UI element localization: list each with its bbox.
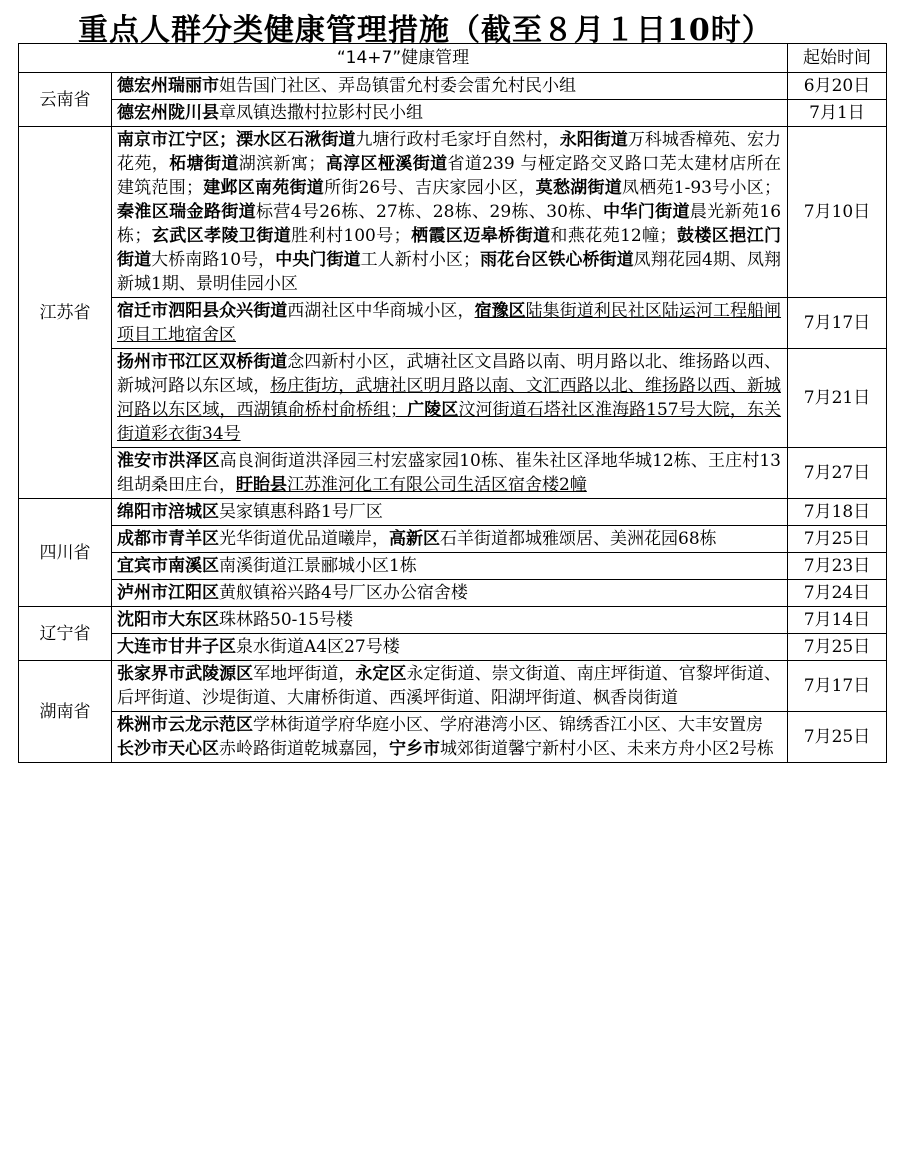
table-row (19, 298, 887, 349)
area-cell (112, 100, 788, 127)
area-region-name: 成都市青羊区 (117, 529, 219, 549)
table-row (19, 127, 887, 298)
area-cell (112, 580, 788, 607)
area-cell (112, 661, 788, 712)
area-region-name: 中华门街道 (603, 202, 690, 222)
area-region-name: 莫愁湖街道 (535, 178, 623, 198)
area-region-name: 宿豫区 (474, 301, 526, 321)
start-date-cell: 7月1日 (788, 100, 887, 127)
area-detail: 湖滨新寓； (238, 154, 326, 174)
area-detail: 黄舣镇裕兴路4号厂区办公宿舍楼 (219, 583, 468, 603)
table-row (19, 100, 887, 127)
area-region-name: 淮安市洪泽区 (117, 451, 220, 471)
start-date-cell: 7月27日 (788, 448, 887, 499)
area-detail: 大桥南路10号， (151, 250, 276, 270)
area-region-name: 永阳街道 (559, 130, 628, 150)
province-cell: 云南省 (19, 73, 112, 127)
table-row (19, 553, 887, 580)
start-date-cell: 7月21日 (788, 349, 887, 448)
area-detail: 汶河街道石塔社区淮海路157号大院，东关街道彩衣街34号 (117, 400, 782, 444)
area-region-name: 南京市江宁区；溧水区石湫街道 (117, 130, 356, 150)
area-detail: 和燕花苑12幢； (550, 226, 677, 246)
area-cell (112, 712, 788, 763)
table-row (19, 712, 887, 763)
start-date-cell: 7月25日 (788, 712, 887, 763)
page-title: 重点人群分类健康管理措施（截至８月１日10时） (78, 13, 773, 48)
start-date-cell: 7月25日 (788, 526, 887, 553)
area-region-name: 雨花台区铁心桥街道 (480, 250, 634, 270)
area-region-name: 大连市甘井子区 (117, 637, 236, 657)
table-row (19, 499, 887, 526)
area-region-name: 扬州市邗江区双桥街道 (117, 352, 288, 372)
area-detail: 陆集街道利民社区陆运河工程船闸项目工地宿舍区 (117, 301, 782, 345)
area-detail: 胜利村100号； (291, 226, 411, 246)
area-region-name: 绵阳市涪城区 (117, 502, 219, 522)
start-date-cell: 7月17日 (788, 298, 887, 349)
area-region-name: 高淳区桠溪街道 (325, 154, 448, 174)
area-region-name: 宿迁市泗阳县众兴街道 (117, 301, 288, 321)
area-region-name: 盱眙县 (236, 475, 287, 495)
start-date-cell: 7月25日 (788, 634, 887, 661)
area-detail: 标营4号26栋、27栋、28栋、29栋、30栋、 (255, 202, 604, 222)
area-detail: 西湖社区中华商城小区， (287, 301, 475, 321)
area-detail: 军地坪街道， (253, 664, 356, 684)
area-cell (112, 553, 788, 580)
table-row (19, 580, 887, 607)
area-cell (112, 607, 788, 634)
area-cell (112, 526, 788, 553)
area-region-name: 鼓楼区挹江门街道 (117, 226, 782, 270)
area-cell (112, 73, 788, 100)
area-region-name: 株洲市云龙示范区 (117, 715, 253, 735)
province-cell: 辽宁省 (19, 607, 112, 661)
area-region-name: 德宏州瑞丽市 (117, 76, 219, 96)
area-detail: 省道239 与桠定路交叉路口芜太建材店所在建筑范围； (117, 154, 782, 198)
area-region-name: 中央门街道 (275, 250, 361, 270)
area-region-name: 张家界市武陵源区 (117, 664, 254, 684)
area-detail: 泉水街道A4区27号楼 (236, 637, 400, 657)
area-region-name: 德宏州陇川县 (117, 103, 219, 123)
table-row (19, 448, 887, 499)
area-detail: 工人新村小区； (360, 250, 480, 270)
area-detail: 念四新村小区，武塘社区文昌路以南、明月路以北、维扬路以西、新城河路以东区域， (117, 352, 782, 396)
health-management-table (18, 43, 886, 763)
area-cell (112, 349, 788, 448)
area-detail: 江苏淮河化工有限公司生活区宿舍楼2幢 (287, 475, 587, 495)
area-detail: 石羊街道都城雅颂居、美洲花园68栋 (440, 529, 717, 549)
area-detail: 万科城香樟苑、宏力花苑， (117, 130, 782, 174)
province-cell: 四川省 (19, 499, 112, 607)
province-cell: 江苏省 (19, 127, 112, 499)
province-cell: 湖南省 (19, 661, 112, 763)
area-cell (112, 127, 788, 298)
area-region-name: 沈阳市大东区 (117, 610, 219, 630)
area-cell (112, 634, 788, 661)
header-start-time: 起始时间 (788, 44, 887, 73)
area-region-name: 栖霞区迈皋桥街道 (410, 226, 551, 246)
start-date-cell: 7月10日 (788, 127, 887, 298)
area-region-name: 广陵区 (407, 400, 459, 420)
area-detail: 姐告国门社区、弄岛镇雷允村委会雷允村民小组 (219, 76, 576, 96)
area-region-name: 宁乡市 (389, 739, 440, 759)
area-detail: 凤栖苑1-93号小区； (622, 178, 782, 198)
area-region-name: 长沙市天心区 (117, 739, 219, 759)
area-detail: 晨光新苑16栋； (117, 202, 782, 246)
area-region-name: 玄武区孝陵卫街道 (151, 226, 292, 246)
table-row (19, 526, 887, 553)
table-header-row (19, 44, 887, 73)
area-cell (112, 298, 788, 349)
area-region-name: 秦淮区瑞金路街道 (117, 202, 256, 222)
table-row (19, 349, 887, 448)
start-date-cell: 7月14日 (788, 607, 887, 634)
area-region-name: 高新区 (389, 529, 440, 549)
area-detail: 赤岭路街道乾城嘉园， (219, 739, 389, 759)
area-region-name: 柘塘街道 (169, 154, 239, 174)
area-detail: 杨庄街坊，武塘社区明月路以南、文汇西路以北、维扬路以西、新城河路以东区域，西湖镇俞桥村俞桥组； (117, 376, 782, 420)
area-detail: 章凤镇迭撒村拉影村民小组 (219, 103, 423, 123)
area-detail: 南溪街道江景郦城小区1栋 (219, 556, 417, 576)
area-region-name: 泸州市江阳区 (117, 583, 219, 603)
area-detail: 吴家镇惠科路1号厂区 (219, 502, 383, 522)
area-detail: 凤翔花园4期、凤翔新城1期、景明佳园小区 (117, 250, 782, 294)
start-date-cell: 7月23日 (788, 553, 887, 580)
area-cell (112, 448, 788, 499)
table-row (19, 634, 887, 661)
area-detail: 光华街道优品道曦岸， (219, 529, 389, 549)
area-region-name: 宜宾市南溪区 (117, 556, 219, 576)
area-detail: 高良涧街道洪泽园三村宏盛家园10栋、崔朱社区泽地华城12栋、王庄村13组胡桑田庄台， (117, 451, 781, 495)
table-row (19, 661, 887, 712)
area-detail: 九塘行政村毛家圩自然村， (355, 130, 560, 150)
area-detail: 珠林路50-15号楼 (219, 610, 354, 630)
area-cell (112, 499, 788, 526)
start-date-cell: 6月20日 (788, 73, 887, 100)
header-main: “14+7”健康管理 (19, 44, 788, 73)
area-detail: 永定街道、崇文街道、南庄坪街道、官黎坪街道、后坪街道、沙堤街道、大庸桥街道、西溪坪街道、阳湖坪街道、枫香岗街道 (117, 664, 782, 708)
table-row (19, 73, 887, 100)
start-date-cell: 7月24日 (788, 580, 887, 607)
table-row (19, 607, 887, 634)
area-detail: 城郊街道馨宁新村小区、未来方舟小区2号栋 (440, 739, 774, 759)
area-region-name: 建邺区南苑街道 (203, 178, 325, 198)
area-detail: 学林街道学府华庭小区、学府港湾小区、锦绣香江小区、大丰安置房 (253, 715, 763, 735)
start-date-cell: 7月18日 (788, 499, 887, 526)
area-region-name: 永定区 (355, 664, 407, 684)
table-body (19, 73, 887, 763)
area-detail: 所街26号、吉庆家园小区， (324, 178, 536, 198)
start-date-cell: 7月17日 (788, 661, 887, 712)
